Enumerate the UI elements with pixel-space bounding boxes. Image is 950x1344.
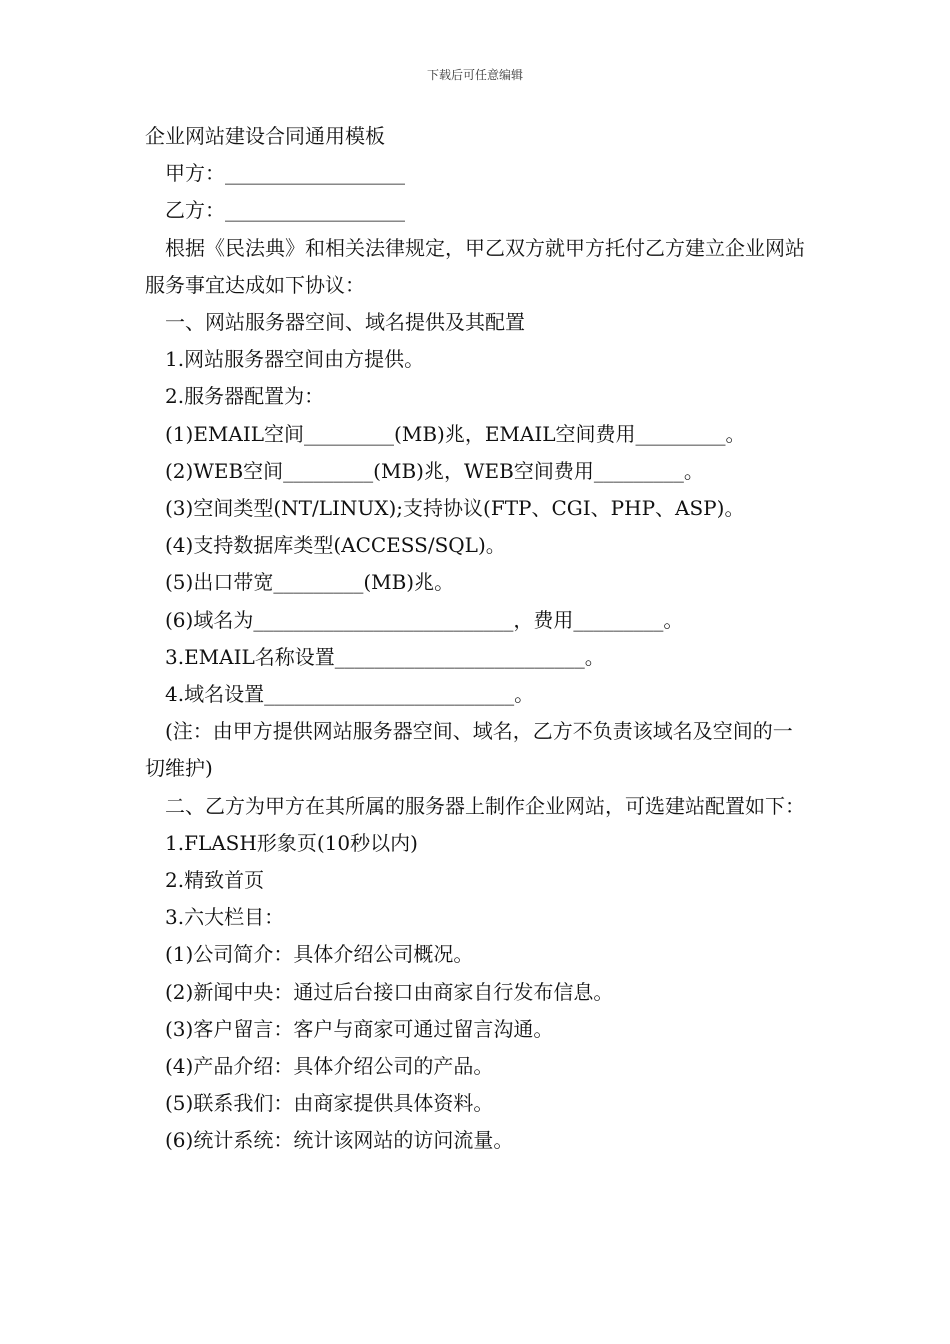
clause-line: (1)EMAIL空间_________(MB)兆，EMAIL空间费用_________。 [165, 421, 746, 446]
clause-line: (1)公司简介：具体介绍公司概况。 [165, 942, 474, 967]
section-heading-2: 二、乙方为甲方在其所属的服务器上制作企业网站，可选建站配置如下： [165, 793, 805, 818]
clause-line: 1.FLASH形象页(10秒以内) [165, 830, 418, 855]
clause-line: 2.精致首页 [165, 868, 265, 893]
clause-line: (2)WEB空间_________(MB)兆，WEB空间费用_________。 [165, 458, 704, 483]
clause-line: 4.域名设置_________________________。 [165, 682, 535, 707]
clause-line: (6)统计系统：统计该网站的访问流量。 [165, 1128, 514, 1153]
clause-line: (3)空间类型(NT/LINUX);支持协议(FTP、CGI、PHP、ASP)。 [165, 496, 745, 521]
clause-line: 3.EMAIL名称设置_________________________。 [165, 644, 605, 669]
clause-line: (4)产品介绍：具体介绍公司的产品。 [165, 1054, 494, 1079]
clause-line: (5)联系我们：由商家提供具体资料。 [165, 1091, 494, 1116]
section-heading-1: 一、网站服务器空间、域名提供及其配置 [165, 310, 525, 335]
clause-line: 1.网站服务器空间由方提供。 [165, 347, 425, 372]
preamble-paragraph: 根据《民法典》和相关法律规定，甲乙双方就甲方托付乙方建立企业网站服务事宜达成如下协议： [145, 235, 805, 297]
party-b-line: 乙方：__________________ [165, 198, 405, 223]
party-a-line: 甲方：__________________ [165, 161, 405, 186]
clause-line: (2)新闻中央：通过后台接口由商家自行发布信息。 [165, 979, 614, 1004]
document-body [145, 118, 807, 1160]
clause-line: 2.服务器配置为： [165, 384, 325, 409]
clause-line: (5)出口带宽_________(MB)兆。 [165, 570, 455, 595]
document-title: 企业网站建设合同通用模板 [145, 124, 385, 148]
note-paragraph: (注：由甲方提供网站服务器空间、域名，乙方不负责该域名及空间的一切维护) [145, 719, 793, 781]
header-note: 下载后可任意编辑 [426, 68, 523, 82]
clause-line: (4)支持数据库类型(ACCESS/SQL)。 [165, 533, 506, 558]
clause-line: 3.六大栏目： [165, 905, 285, 930]
clause-line: (6)域名为__________________________，费用_________。 [165, 607, 684, 632]
clause-line: (3)客户留言：客户与商家可通过留言沟通。 [165, 1016, 554, 1041]
